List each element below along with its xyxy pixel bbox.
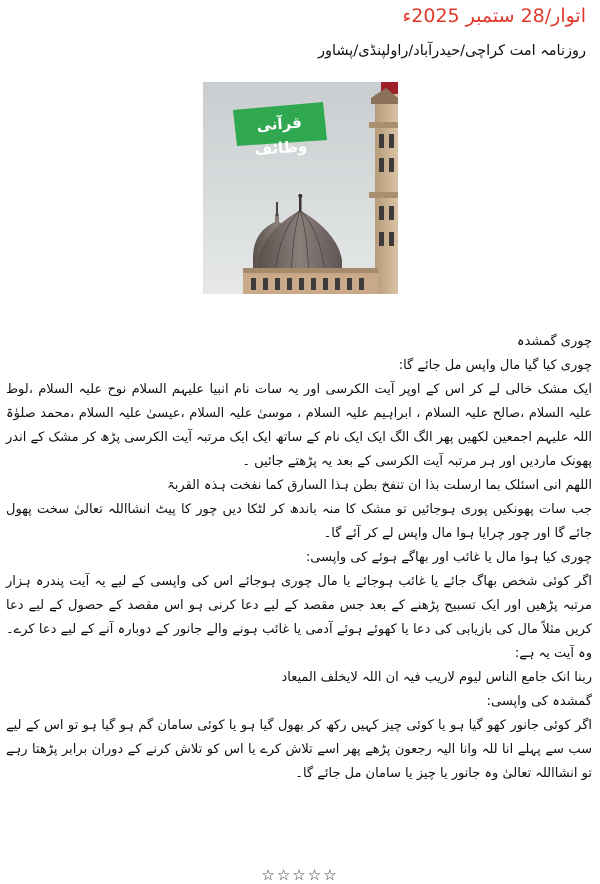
paragraph-2: جب سات پھونکیں پوری ہوجائیں تو مشک کا منہ باندھ کر لٹکا دیں چور کا پیٹ انشااللہ تعالیٰ سخت پھول جائے گا اور چور چرایا ہوا مال واپس لے کر آئے گا۔ bbox=[6, 502, 592, 541]
end-mark: ☆☆☆☆☆ bbox=[261, 866, 339, 884]
banner-label: قرآنی وظائف bbox=[253, 113, 308, 159]
arabic-dua-1: اللھم انی اسئلک بما ارسلت بذا ان تنفخ بطن ہذا السارق کما نفخت ہذہ القربۃ bbox=[167, 478, 592, 493]
article-title: چوری گمشدہ bbox=[516, 334, 592, 349]
section-heading-return: چوری کیا ہوا مال یا غائب اور بھاگے ہوئے کی واپسی: bbox=[305, 550, 592, 565]
issue-date: اتوار/28 ستمبر 2025ء bbox=[402, 5, 586, 27]
hero-image bbox=[203, 82, 398, 294]
paragraph-1: ایک مشک خالی لے کر اس کے اوپر آیت الکرسی اور یہ سات نام انبیا علیہم السلام نوح علیہ السلام ،لوط علیہ السلام ،صالح علیہ السلام ، ابراہیم علیہ السلام ، موسیٰ علیہ السلام ،عیسیٰ علیہ السلام ،محمد صلوٰۃ اللہ علیہم اجمعین لکھیں پھر الگ الگ ایک ایک نام کے ساتھ ایک ایک مرتبہ آیت الکرسی پڑھ کر مشک کے اندر پھونک ماردیں اور ہر مرتبہ آیت الکرسی کے بعد یہ پڑھتے جائیں ۔ bbox=[5, 382, 592, 469]
paragraph-3: اگر کوئی شخص بھاگ جائے یا غائب ہوجائے یا مال چوری ہوجائے اس کی واپسی کے لیے یہ آیت پندرہ ہزار مرتبہ پڑھیں اور ایک تسبیح پڑھنے کے بعد جس مقصد کے لیے دعا کرنی ہو اس مقصد کے حصول کے لیے دعا کریں مثلاً مال کی بازیابی کی دعا یا کھوئے ہوئے آدمی یا غائب ہونے والے جانور کے دوبارہ آنے کے لیے دعا کرے۔ وہ آیت یہ ہے: bbox=[6, 574, 592, 661]
section-heading-stolen-goods: چوری کیا گیا مال واپس مل جائے گا: bbox=[398, 358, 592, 373]
article-body bbox=[6, 330, 592, 786]
arabic-verse-2: ربنا انک جامع الناس لیوم لاریب فیہ ان اللہ لایخلف المیعاد bbox=[281, 670, 592, 685]
paragraph-4: اگر کوئی جانور کھو گیا ہو یا کوئی چیز کہیں رکھ کر بھول گیا ہو یا کوئی سامان گم ہو گیا ہو تو اس کے لیے سب سے پہلے انا للہ وانا الیہ رجعون پڑھے پھر اسے تلاش کرے یا اس کو تلاش کرنے کے دوران برابر پڑھتا رہے تو انشااللہ تعالیٰ وہ جانور یا چیز یا سامان مل جائے گا۔ bbox=[6, 718, 592, 781]
section-heading-lost: گمشدہ کی واپسی: bbox=[486, 694, 592, 709]
publication-line: روزنامہ امت کراچی/حیدرآباد/راولپنڈی/پشاور bbox=[317, 43, 586, 59]
